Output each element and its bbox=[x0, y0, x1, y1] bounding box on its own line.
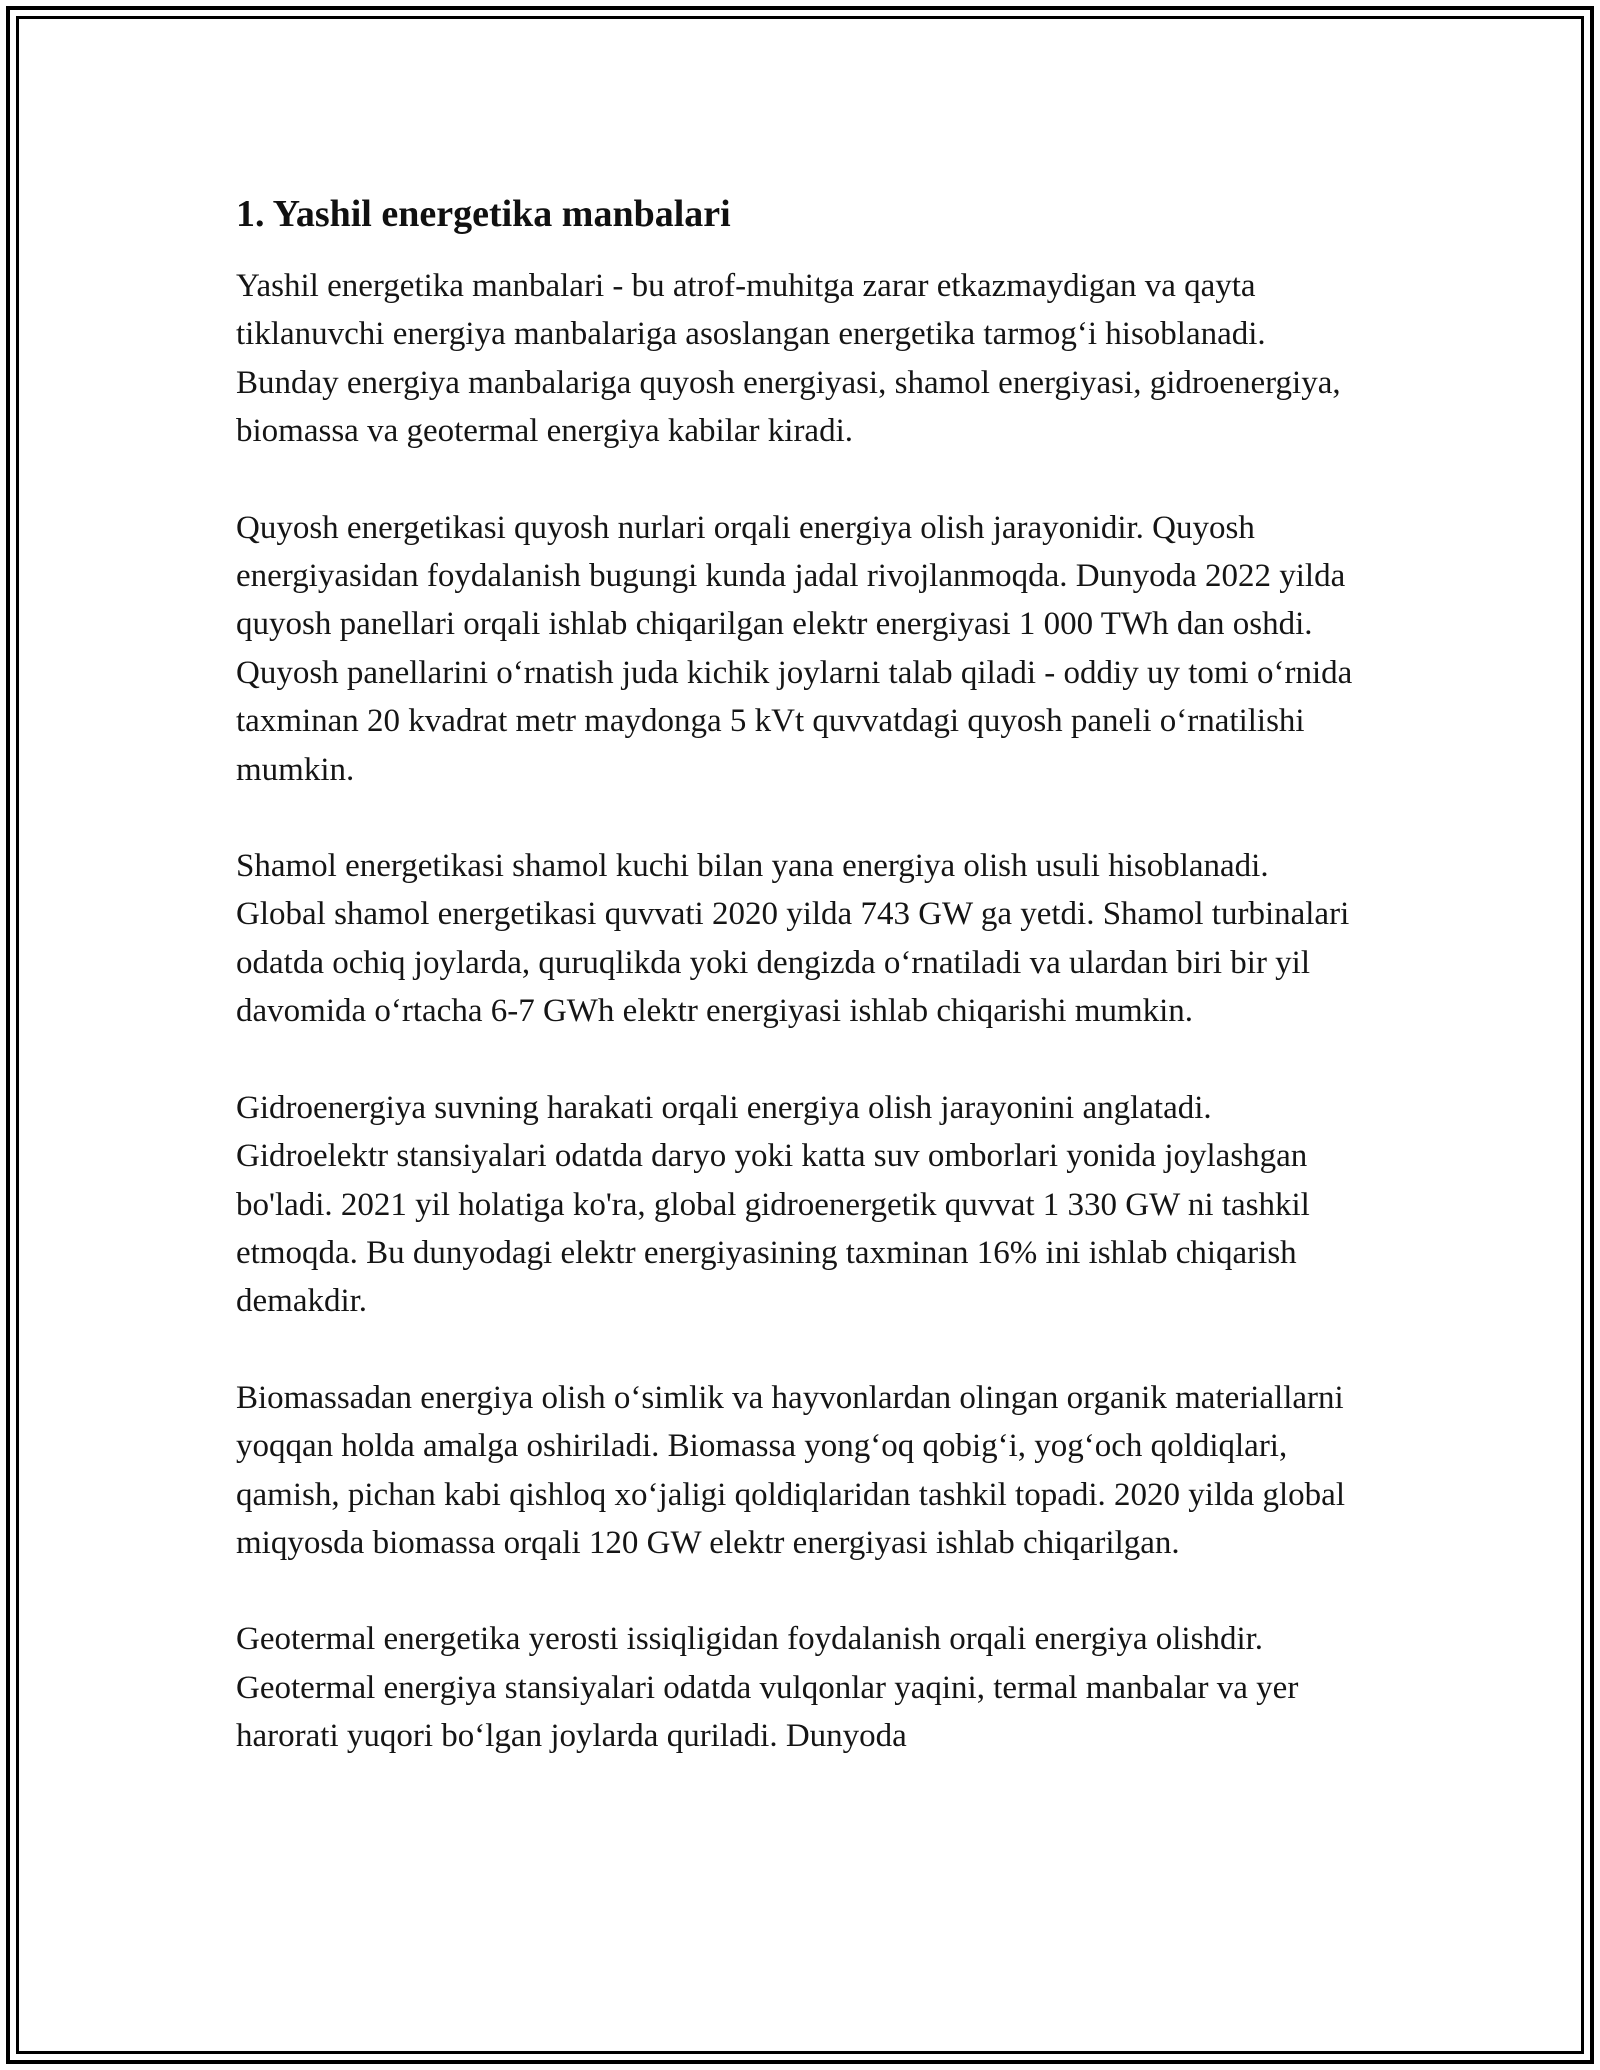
paragraph-solar-energy: Quyosh energetikasi quyosh nurlari orqali energiya olish jarayonidir. Quyosh energiyasidan foydalanish bugungi kunda jadal rivojlanmoqda. Dunyoda 2022 yilda quyosh panellari orqali ishlab chiqarilgan elektr energiyasi 1 000 TWh dan oshdi. Quyosh panellarini o‘rnatish juda kichik joylarni talab qiladi - oddiy uy tomi o‘rnida taxminan 20 kvadrat metr maydonga 5 kVt quvvatdagi quyosh paneli o‘rnatilishi mumkin. bbox=[236, 509, 1353, 788]
paragraph-geothermal-energy: Geotermal energetika yerosti issiqligidan foydalanish orqali energiya olishdir. Geotermal energiya stansiyalari odatda vulqonlar yaqini, termal manbalar va yer harorati yuqori bo‘lgan joylarda quriladi. Dunyoda bbox=[236, 1621, 1299, 1755]
paragraph-hydro-energy: Gidroenergiya suvning harakati orqali energiya olish jarayonini anglatadi. Gidroelektr stansiyalari odatda daryo yoki katta suv omborlari yonida joylashgan bo'ladi. 2021 yil holatiga ko'ra, global gidroenergetik quvvat 1 330 GW ni tashkil etmoqda. Bu dunyodagi elektr energiyasining taxminan 16% ini ishlab chiqarish demakdir. bbox=[236, 1089, 1310, 1320]
paragraph-intro: Yashil energetika manbalari - bu atrof-muhitga zarar etkazmaydigan va qayta tiklanuvchi energiya manbalariga asoslangan energetika tarmog‘i hisoblanadi. Bunday energiya manbalariga quyosh energiyasi, shamol energiyasi, gidroenergiya, biomassa va geotermal energiya kabilar kiradi. bbox=[236, 268, 1341, 450]
section-title: 1. Yashil energetika manbalari bbox=[236, 193, 731, 235]
document-page bbox=[236, 188, 1356, 1761]
paragraph-wind-energy: Shamol energetikasi shamol kuchi bilan yana energiya olish usuli hisoblanadi. Global shamol energetikasi quvvati 2020 yilda 743 GW ga yetdi. Shamol turbinalari odatda ochiq joylarda, quruqlikda yoki dengizda o‘rnatiladi va ulardan biri bir yil davomida o‘rtacha 6-7 GWh elektr energiyasi ishlab chiqarishi mumkin. bbox=[236, 848, 1350, 1030]
paragraph-biomass-energy: Biomassadan energiya olish o‘simlik va hayvonlardan olingan organik materiallarni yoqqan holda amalga oshiriladi. Biomassa yong‘oq qobig‘i, yog‘och qoldiqlari, qamish, pichan kabi qishloq xo‘jaligi qoldiqlaridan tashkil topadi. 2020 yilda global miqyosda biomassa orqali 120 GW elektr energiyasi ishlab chiqarilgan. bbox=[236, 1379, 1345, 1561]
